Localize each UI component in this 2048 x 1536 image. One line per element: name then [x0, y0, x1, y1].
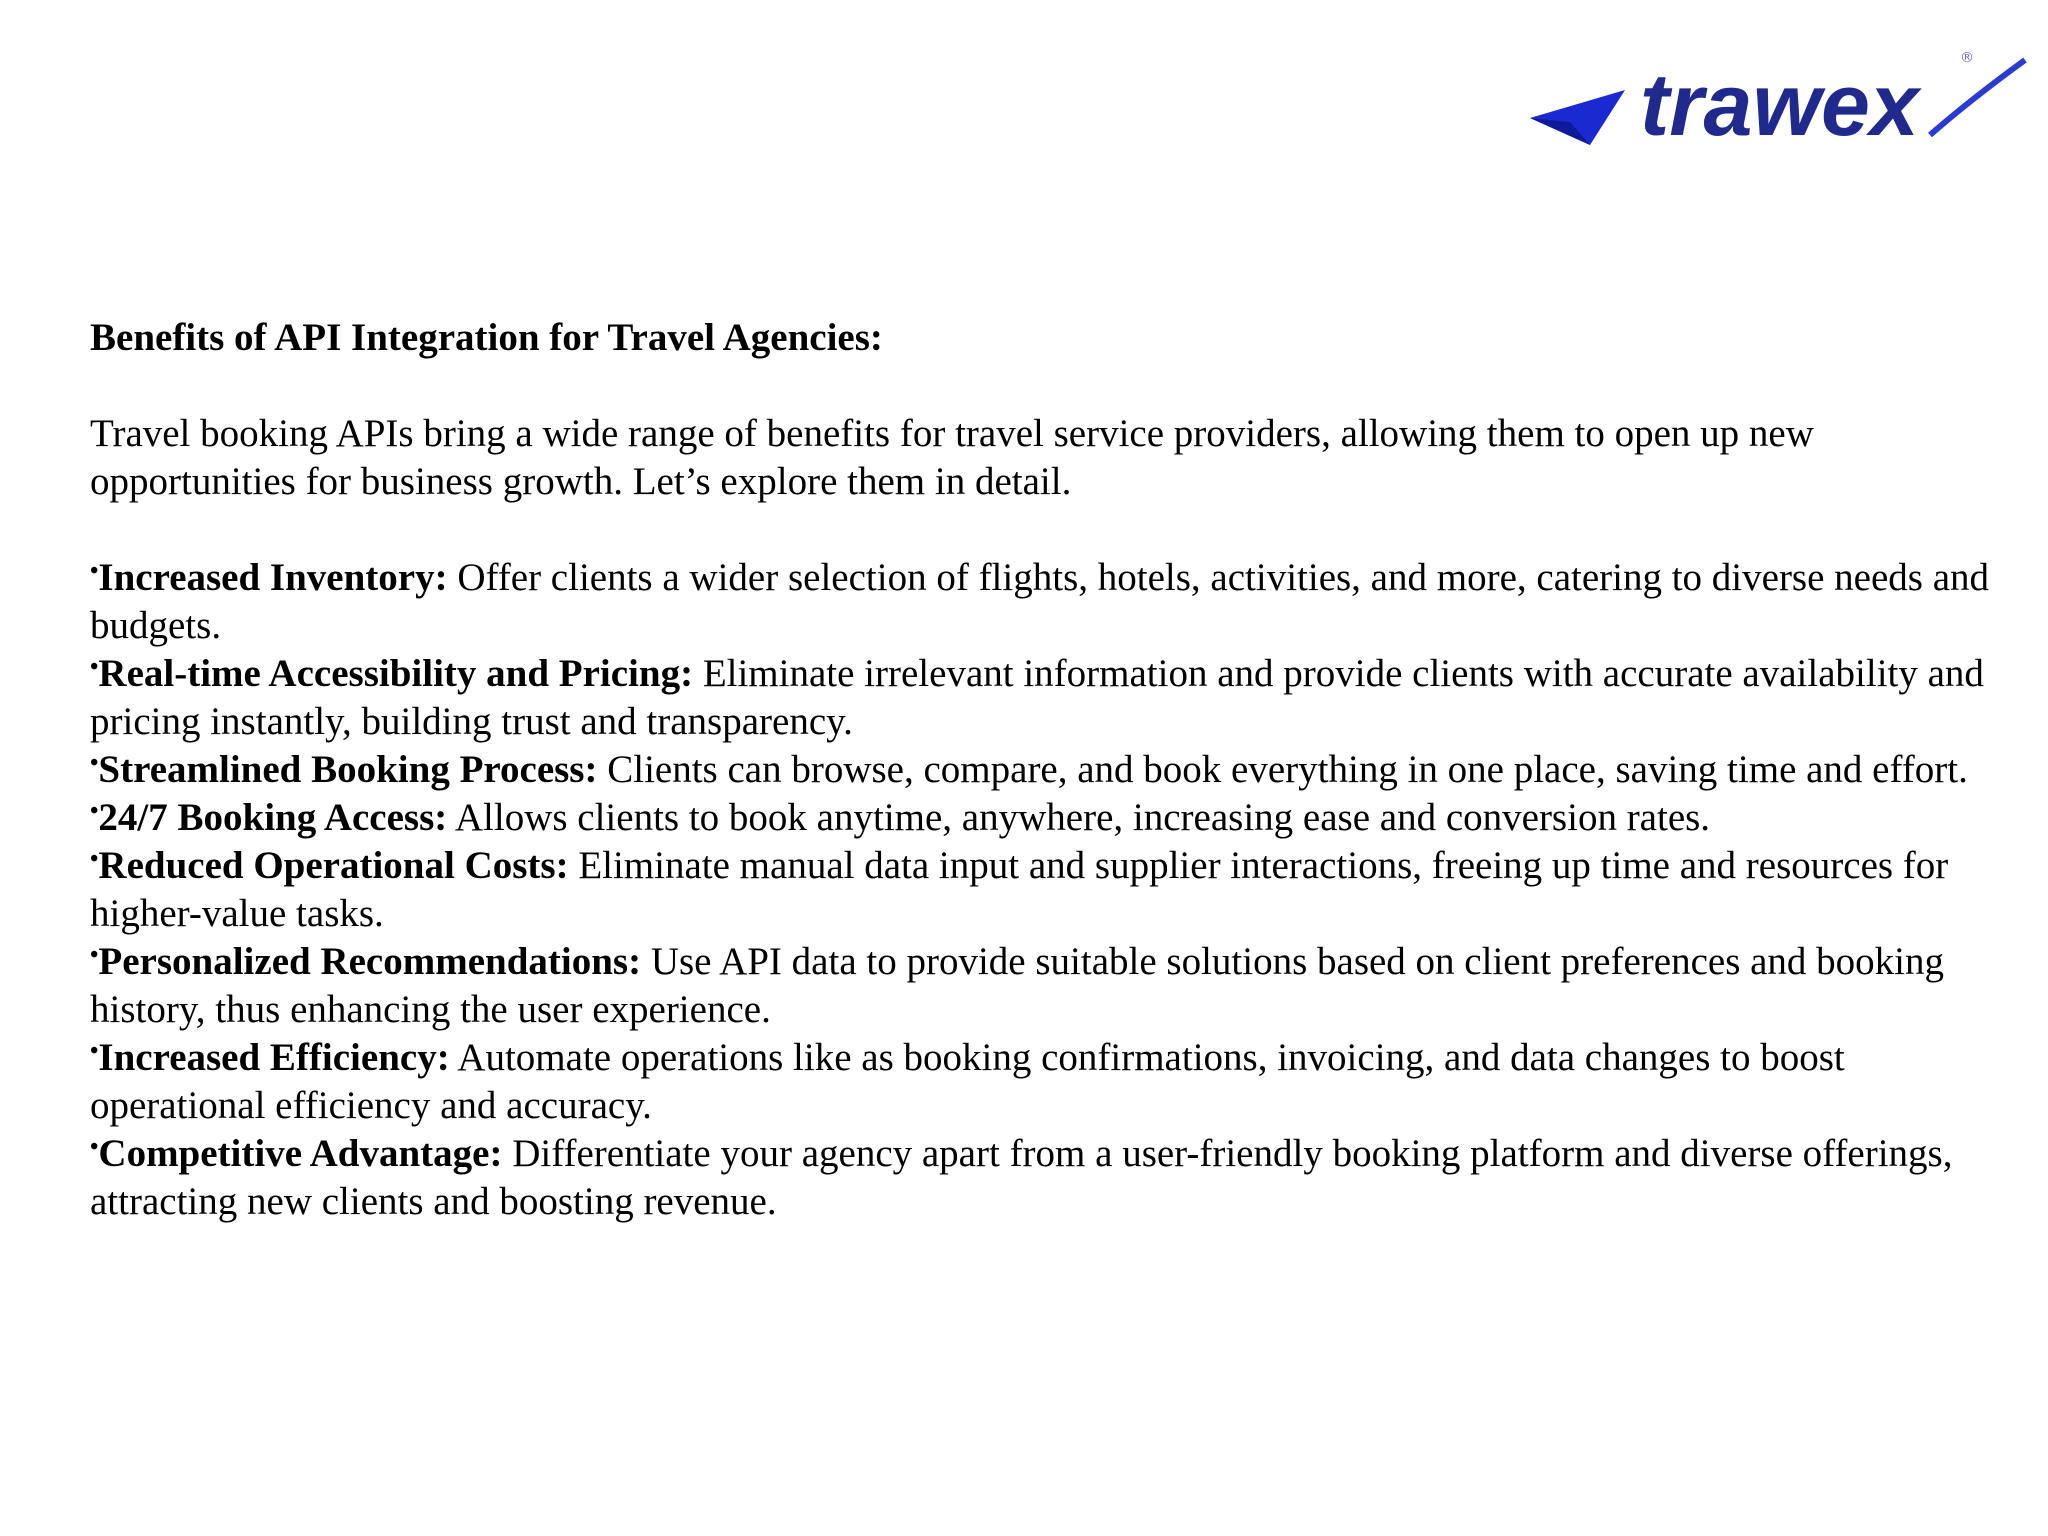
benefit-description: Clients can browse, compare, and book everything in one place, saving time and effort. [597, 748, 1968, 791]
logo-registered-mark: ® [1960, 50, 1974, 66]
benefit-term: Real-time Accessibility and Pricing: [98, 652, 694, 695]
document-body [90, 314, 1990, 1226]
benefit-term: Streamlined Booking Process: [98, 748, 598, 791]
benefit-item [90, 554, 1990, 650]
bullet-icon: • [90, 942, 99, 968]
benefit-term: Personalized Recommendations: [98, 940, 642, 983]
bullet-icon: • [90, 654, 99, 680]
benefit-term: Reduced Operational Costs: [98, 844, 569, 887]
benefit-term: Increased Inventory: [98, 556, 448, 599]
benefit-term: Competitive Advantage: [98, 1132, 503, 1175]
benefit-description: Use API data to provide suitable solutions based on client preferences and booking history, thus enhancing the user experience. [90, 940, 1945, 1031]
benefit-description: Offer clients a wider selection of flights, hotels, activities, and more, catering to diverse needs and budgets. [90, 556, 1990, 647]
benefit-description: Differentiate your agency apart from a user-friendly booking platform and diverse offerings, attracting new clients and boosting revenue. [90, 1132, 1953, 1223]
bullet-icon: • [90, 1038, 99, 1064]
benefit-item [90, 842, 1990, 938]
benefit-item [90, 746, 1990, 794]
benefit-item [90, 794, 1990, 842]
benefit-item [90, 1130, 1990, 1226]
logo-swoosh-icon [1930, 60, 2025, 135]
bullet-icon: • [90, 558, 99, 584]
benefit-description: Automate operations like as booking confirmations, invoicing, and data changes to boost operational efficiency and accuracy. [90, 1036, 1845, 1127]
bullet-icon: • [90, 1134, 99, 1160]
benefit-description: Eliminate irrelevant information and provide clients with accurate availability and pricing instantly, building trust and transparency. [90, 652, 1984, 743]
benefit-term: Increased Efficiency: [98, 1036, 450, 1079]
bullet-icon: • [90, 750, 99, 776]
benefit-description: Eliminate manual data input and supplier interactions, freeing up time and resources for higher-value tasks. [90, 844, 1949, 935]
trawex-logo [1530, 40, 2030, 160]
benefits-list [90, 554, 1990, 1226]
page-title: Benefits of API Integration for Travel Agencies: [90, 316, 883, 359]
bullet-icon: • [90, 846, 99, 872]
benefit-item [90, 650, 1990, 746]
benefit-item [90, 938, 1990, 1034]
benefit-item [90, 1034, 1990, 1130]
bullet-icon: • [90, 798, 99, 824]
benefit-description: Allows clients to book anytime, anywhere, increasing ease and conversion rates. [447, 796, 1711, 839]
intro-paragraph: Travel booking APIs bring a wide range of benefits for travel service providers, allowing them to open up new opportunities for business growth. Let’s explore them in detail. [90, 412, 1814, 503]
benefit-term: 24/7 Booking Access: [98, 796, 448, 839]
logo-wordmark: trawex [1640, 55, 1919, 154]
